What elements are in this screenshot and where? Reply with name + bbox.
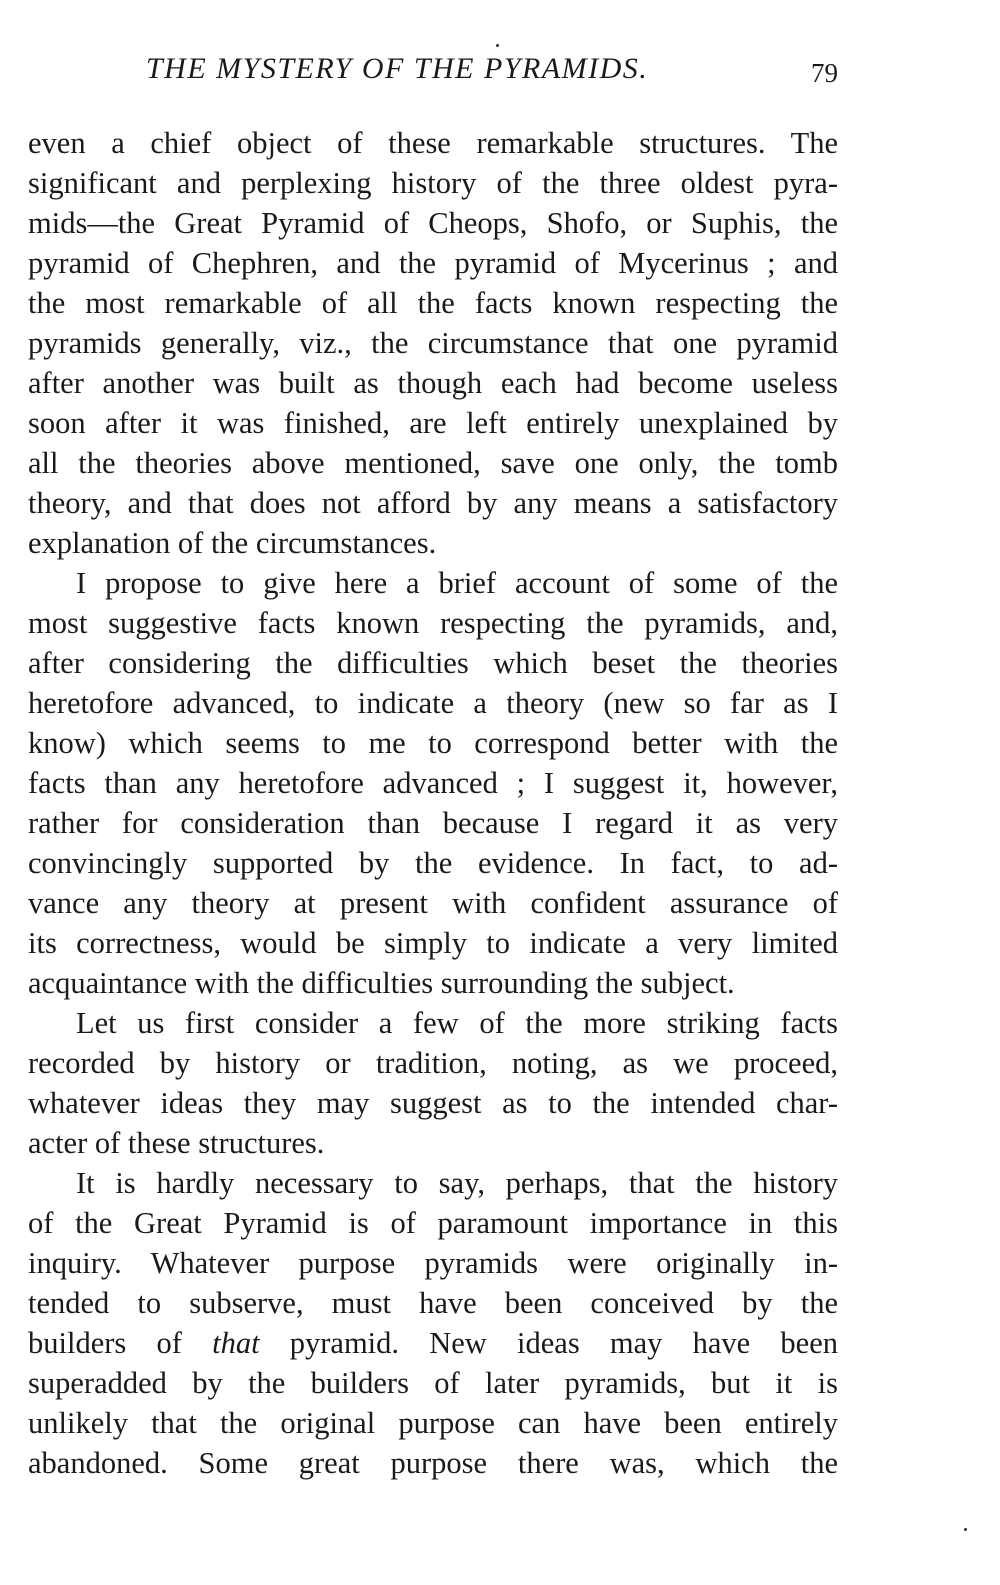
text-line: mids—the Great Pyramid of Cheops, Shofo, or Suphis, the [28,206,838,240]
text-line: vance any theory at present with confident assurance of [28,886,838,920]
text-line: soon after it was finished, are left entirely unexplained by [28,406,838,440]
text-line: recorded by history or tradition, noting, as we proceed, [28,1046,838,1080]
running-head [28,52,838,92]
print-speck [496,44,499,47]
text-line: of the Great Pyramid is of paramount importance in this [28,1206,838,1240]
text-line: superadded by the builders of later pyramids, but it is [28,1366,838,1400]
text-line-with-emphasis [28,1323,838,1363]
text-line: explanation of the circumstances. [28,526,437,560]
paragraph-1 [28,123,838,563]
text-line: all the theories above mentioned, save one only, the tomb [28,446,838,480]
text-line: after considering the difficulties which beset the theories [28,646,838,680]
text-line: after another was built as though each had become useless [28,366,838,400]
text-segment: pyramid. New ideas may have been [259,1326,838,1360]
text-line: convincingly supported by the evidence. In fact, to ad- [28,846,838,880]
text-line: pyramids generally, viz., the circumstance that one pyramid [28,326,838,360]
text-line: facts than any heretofore advanced ; I suggest it, however, [28,766,838,800]
text-line: the most remarkable of all the facts known respecting the [28,286,838,320]
text-line: its correctness, would be simply to indicate a very limited [28,926,838,960]
text-line: significant and perplexing history of the three oldest pyra- [28,166,838,200]
paragraph-3 [28,1003,838,1163]
text-line: inquiry. Whatever purpose pyramids were originally in- [28,1246,838,1280]
text-line: acquaintance with the difficulties surrounding the subject. [28,966,735,1000]
text-line: acter of these structures. [28,1126,325,1160]
paragraph-2 [28,563,838,1003]
text-line: abandoned. Some great purpose there was, which the [28,1446,838,1480]
text-line: whatever ideas they may suggest as to the intended char- [28,1086,838,1120]
text-line: I propose to give here a brief account of some of the [76,566,838,600]
page-number: 79 [811,58,838,88]
text-line: know) which seems to me to correspond better with the [28,726,838,760]
text-line: pyramid of Chephren, and the pyramid of Mycerinus ; and [28,246,838,280]
paragraph-4 [28,1163,838,1483]
text-line: theory, and that does not afford by any means a satisfactory [28,486,838,520]
emphasized-word: that [212,1326,260,1360]
text-line: even a chief object of these remarkable structures. The [28,126,838,160]
text-segment: builders of [28,1326,213,1360]
text-line: rather for consideration than because I regard it as very [28,806,838,840]
body-text [28,123,838,1483]
text-line: unlikely that the original purpose can have been entirely [28,1406,838,1440]
text-line: tended to subserve, must have been conceived by the [28,1286,838,1320]
text-line: heretofore advanced, to indicate a theory (new so far as I [28,686,838,720]
running-title: THE MYSTERY OF THE PYRAMIDS. [146,52,649,85]
text-line: Let us first consider a few of the more striking facts [76,1006,838,1040]
text-line: most suggestive facts known respecting the pyramids, and, [28,606,838,640]
text-line: It is hardly necessary to say, perhaps, that the history [76,1166,838,1200]
print-speck [964,1528,967,1531]
